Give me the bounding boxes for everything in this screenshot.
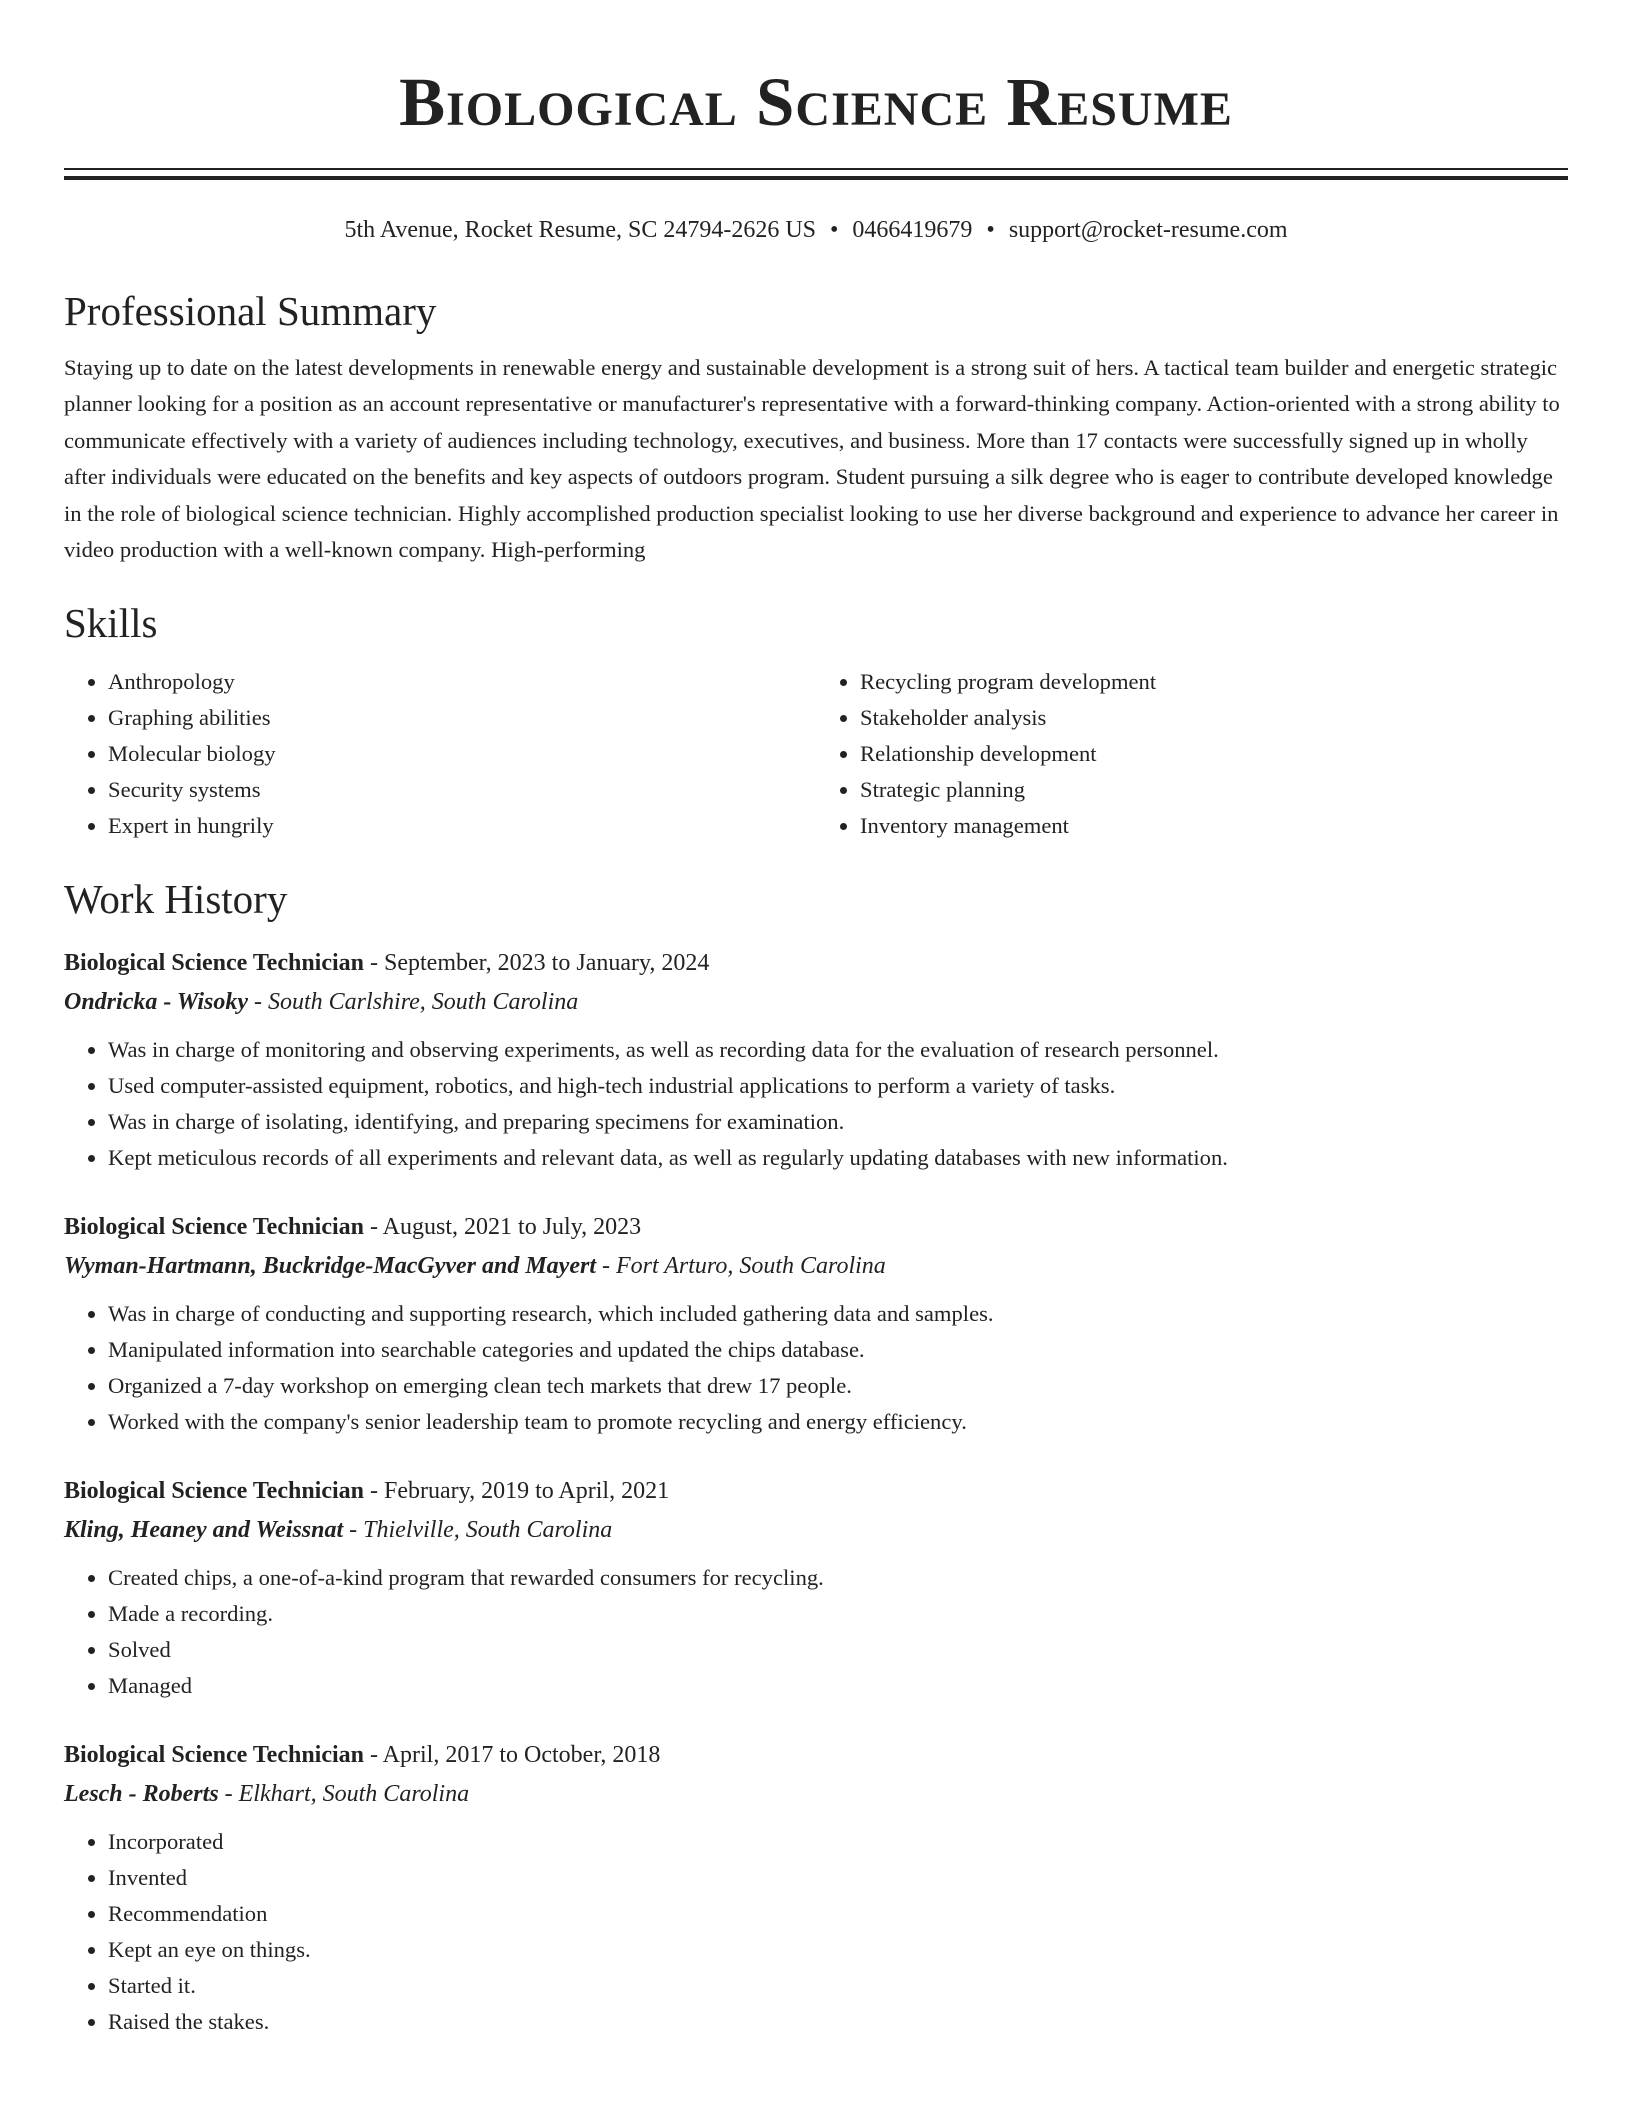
job-bullet: • Recommendation xyxy=(108,1896,1568,1932)
job-bullet: • Created chips, a one-of-a-kind program that rewarded consumers for recycling. xyxy=(108,1560,1568,1596)
job-company-line xyxy=(64,1246,1568,1286)
skill-item: • Molecular biology xyxy=(108,736,816,772)
contact-email: support@rocket-resume.com xyxy=(1008,217,1288,243)
skill-item: • Inventory management xyxy=(860,808,1568,844)
job-title: Biological Science Technician xyxy=(64,1742,365,1769)
job-bullet: • Incorporated xyxy=(108,1824,1568,1860)
resume-page xyxy=(64,0,1568,2040)
job-title-line xyxy=(64,944,1568,982)
job-title-line xyxy=(64,1208,1568,1246)
job-entry xyxy=(64,1472,1568,1704)
title-divider-thin xyxy=(64,168,1568,170)
job-title: Biological Science Technician xyxy=(64,950,365,977)
job-bullet: • Invented xyxy=(108,1860,1568,1896)
job-bullet: • Kept meticulous records of all experiments and relevant data, as well as regularly updating databases with new information. xyxy=(108,1140,1568,1176)
job-company-line xyxy=(64,1510,1568,1550)
job-bullet: • Managed xyxy=(108,1668,1568,1704)
skill-item: • Expert in hungrily xyxy=(108,808,816,844)
job-company: Lesch - Roberts xyxy=(64,1781,219,1808)
job-dates: - February, 2019 to April, 2021 xyxy=(364,1478,670,1505)
job-location: - Elkhart, South Carolina xyxy=(218,1781,470,1808)
job-title-line xyxy=(64,1736,1568,1774)
skills-heading: Skills xyxy=(64,600,158,647)
job-entry xyxy=(64,944,1568,1176)
skills-list xyxy=(64,664,1568,844)
contact-phone: 0466419679 xyxy=(852,217,973,243)
job-dates: - September, 2023 to January, 2024 xyxy=(364,950,710,977)
job-company-line xyxy=(64,1774,1568,1814)
job-bullets xyxy=(64,1032,1568,1176)
skill-item: • Security systems xyxy=(108,772,816,808)
job-bullet: • Raised the stakes. xyxy=(108,2004,1568,2040)
summary-heading: Professional Summary xyxy=(64,288,437,334)
job-company: Wyman-Hartmann, Buckridge-MacGyver and Mayert xyxy=(64,1253,596,1280)
skills-column-right xyxy=(816,664,1568,844)
skills-column-left xyxy=(64,664,816,844)
skill-item: • Recycling program development xyxy=(860,664,1568,700)
skill-item: • Graphing abilities xyxy=(108,700,816,736)
summary-text: Staying up to date on the latest developments in renewable energy and sustainable development is a strong suit of hers. A tactical team builder and energetic strategic planner looking for a position as an account representative or manufacturer's representative with a forward-thinking company. Action-oriented with a strong ability to communicate effectively with a variety of audiences including technology, executives, and business. More than 17 contacts were successfully signed up in wholly after individuals were educated on the benefits and key aspects of outdoors program. Student pursuing a silk degree who is eager to contribute developed knowledge in the role of biological science technician. Highly accomplished production specialist looking to use her diverse background and experience to advance her career in video production with a well-known company. High-performing xyxy=(64,355,1560,563)
job-dates: - April, 2017 to October, 2018 xyxy=(364,1742,661,1769)
job-bullet: • Was in charge of isolating, identifying, and preparing specimens for examination. xyxy=(108,1104,1568,1140)
job-location: - Fort Arturo, South Carolina xyxy=(596,1253,886,1280)
skill-item: • Anthropology xyxy=(108,664,816,700)
title-divider-thick xyxy=(64,176,1568,180)
separator-dot: • xyxy=(830,217,839,243)
work-history-heading: Work History xyxy=(64,876,288,923)
job-title: Biological Science Technician xyxy=(64,1214,365,1241)
job-bullet: • Started it. xyxy=(108,1968,1568,2004)
job-bullet: • Made a recording. xyxy=(108,1596,1568,1632)
job-bullet: • Solved xyxy=(108,1632,1568,1668)
contact-line xyxy=(64,214,1568,246)
job-title-line xyxy=(64,1472,1568,1510)
separator-dot: • xyxy=(986,217,995,243)
job-bullet: • Organized a 7-day workshop on emerging clean tech markets that drew 17 people. xyxy=(108,1368,1568,1404)
job-location: - Thielville, South Carolina xyxy=(343,1517,613,1544)
job-entry xyxy=(64,1208,1568,1440)
job-bullets xyxy=(64,1296,1568,1440)
job-bullets xyxy=(64,1560,1568,1704)
job-entry xyxy=(64,1736,1568,2040)
skill-item: • Strategic planning xyxy=(860,772,1568,808)
job-bullet: • Worked with the company's senior leadership team to promote recycling and energy efficiency. xyxy=(108,1404,1568,1440)
job-bullet: • Was in charge of monitoring and observing experiments, as well as recording data for the evaluation of research personnel. xyxy=(108,1032,1568,1068)
skill-item: • Relationship development xyxy=(860,736,1568,772)
job-bullets xyxy=(64,1824,1568,2040)
job-location: - South Carlshire, South Carolina xyxy=(248,989,579,1016)
job-title: Biological Science Technician xyxy=(64,1478,365,1505)
job-bullet: • Used computer-assisted equipment, robotics, and high-tech industrial applications to perform a variety of tasks. xyxy=(108,1068,1568,1104)
contact-address: 5th Avenue, Rocket Resume, SC 24794-2626 US xyxy=(344,217,817,243)
job-company: Kling, Heaney and Weissnat xyxy=(64,1517,344,1544)
job-bullet: • Was in charge of conducting and supporting research, which included gathering data and samples. xyxy=(108,1296,1568,1332)
job-bullet: • Manipulated information into searchable categories and updated the chips database. xyxy=(108,1332,1568,1368)
job-company-line xyxy=(64,982,1568,1022)
resume-title: Biological Science Resume xyxy=(399,64,1233,140)
job-bullet: • Kept an eye on things. xyxy=(108,1932,1568,1968)
job-dates: - August, 2021 to July, 2023 xyxy=(364,1214,642,1241)
skill-item: • Stakeholder analysis xyxy=(860,700,1568,736)
job-company: Ondricka - Wisoky xyxy=(64,989,249,1016)
